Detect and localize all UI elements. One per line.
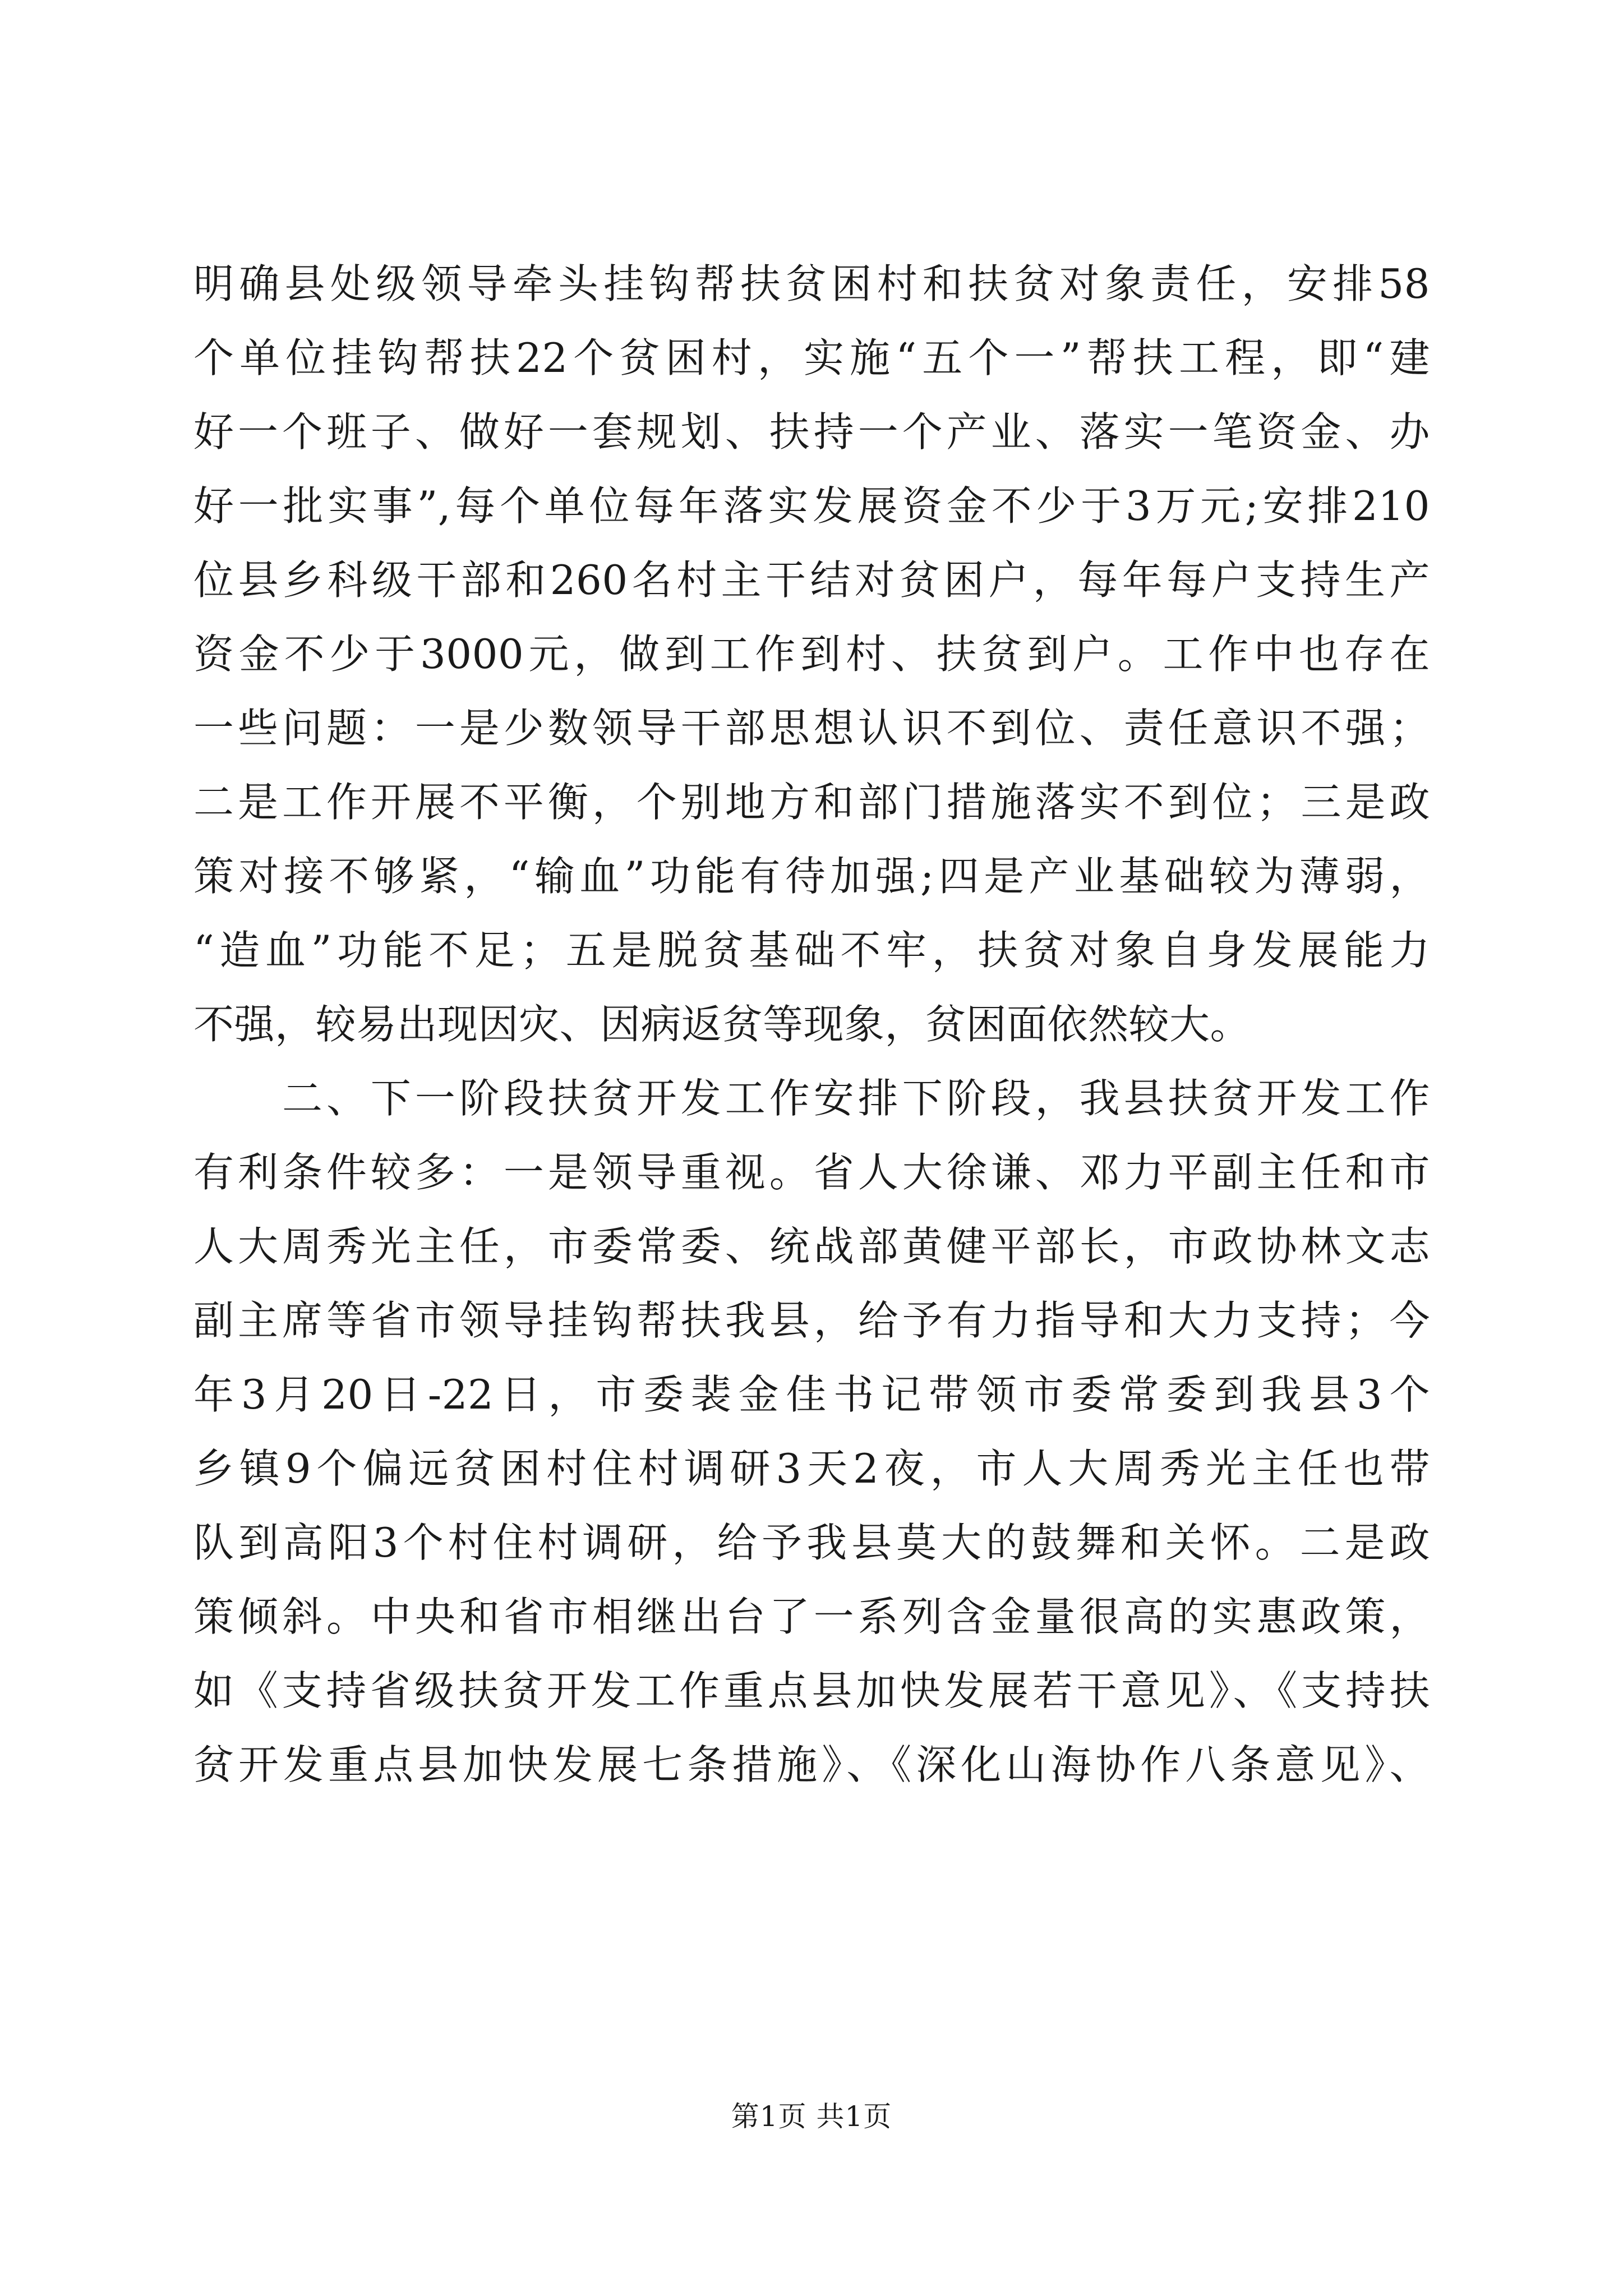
text-line: 人大周秀光主任，市委常委、统战部黄健平部长，市政协林文志 <box>193 1223 1430 1270</box>
text-line: 如《支持省级扶贫开发工作重点县加快发展若干意见》、《支持扶 <box>193 1667 1430 1714</box>
text-line: 个单位挂钩帮扶22个贫困村，实施“五个一”帮扶工程，即“建 <box>193 334 1430 381</box>
text-line: 副主席等省市领导挂钩帮扶我县，给予有力指导和大力支持；今 <box>193 1297 1430 1344</box>
body-text <box>193 247 1430 1802</box>
text-line: 策倾斜。中央和省市相继出台了一系列含金量很高的实惠政策， <box>193 1593 1430 1640</box>
text-line: 不强，较易出现因灾、因病返贫等现象，贫困面依然较大。 <box>193 1001 1251 1048</box>
text-line: 位县乡科级干部和260名村主干结对贫困户，每年每户支持生产 <box>193 556 1430 604</box>
text-line: 队到高阳3个村住村调研，给予我县莫大的鼓舞和关怀。二是政 <box>193 1519 1430 1566</box>
page-footer <box>0 2097 1623 2136</box>
text-line: 乡镇9个偏远贫困村住村调研3天2夜，市人大周秀光主任也带 <box>193 1445 1430 1492</box>
text-line: 年3月20日-22日，市委裴金佳书记带领市委常委到我县3个 <box>193 1371 1430 1418</box>
text-line: 好一个班子、做好一套规划、扶持一个产业、落实一笔资金、办 <box>193 408 1430 455</box>
text-line: 好一批实事”,每个单位每年落实发展资金不少于3万元;安排210 <box>193 482 1430 530</box>
text-line: 资金不少于3000元，做到工作到村、扶贫到户。工作中也存在 <box>193 631 1430 678</box>
text-line: 策对接不够紧，“输血”功能有待加强;四是产业基础较为薄弱， <box>193 853 1430 900</box>
text-line: “造血”功能不足；五是脱贫基础不牢，扶贫对象自身发展能力 <box>193 927 1430 974</box>
text-line: 有利条件较多：一是领导重视。省人大徐谦、邓力平副主任和市 <box>193 1149 1430 1196</box>
text-line: 明确县处级领导牵头挂钩帮扶贫困村和扶贫对象责任，安排58 <box>193 260 1430 307</box>
text-line: 一些问题：一是少数领导干部思想认识不到位、责任意识不强； <box>193 705 1430 752</box>
text-line: 贫开发重点县加快发展七条措施》、《深化山海协作八条意见》、 <box>193 1741 1430 1788</box>
text-line: 二是工作开展不平衡，个别地方和部门措施落实不到位；三是政 <box>193 779 1430 826</box>
text-line: 二、下一阶段扶贫开发工作安排下阶段，我县扶贫开发工作 <box>193 1075 1430 1122</box>
page-number-label: 第1页 共1页 <box>731 2100 892 2133</box>
